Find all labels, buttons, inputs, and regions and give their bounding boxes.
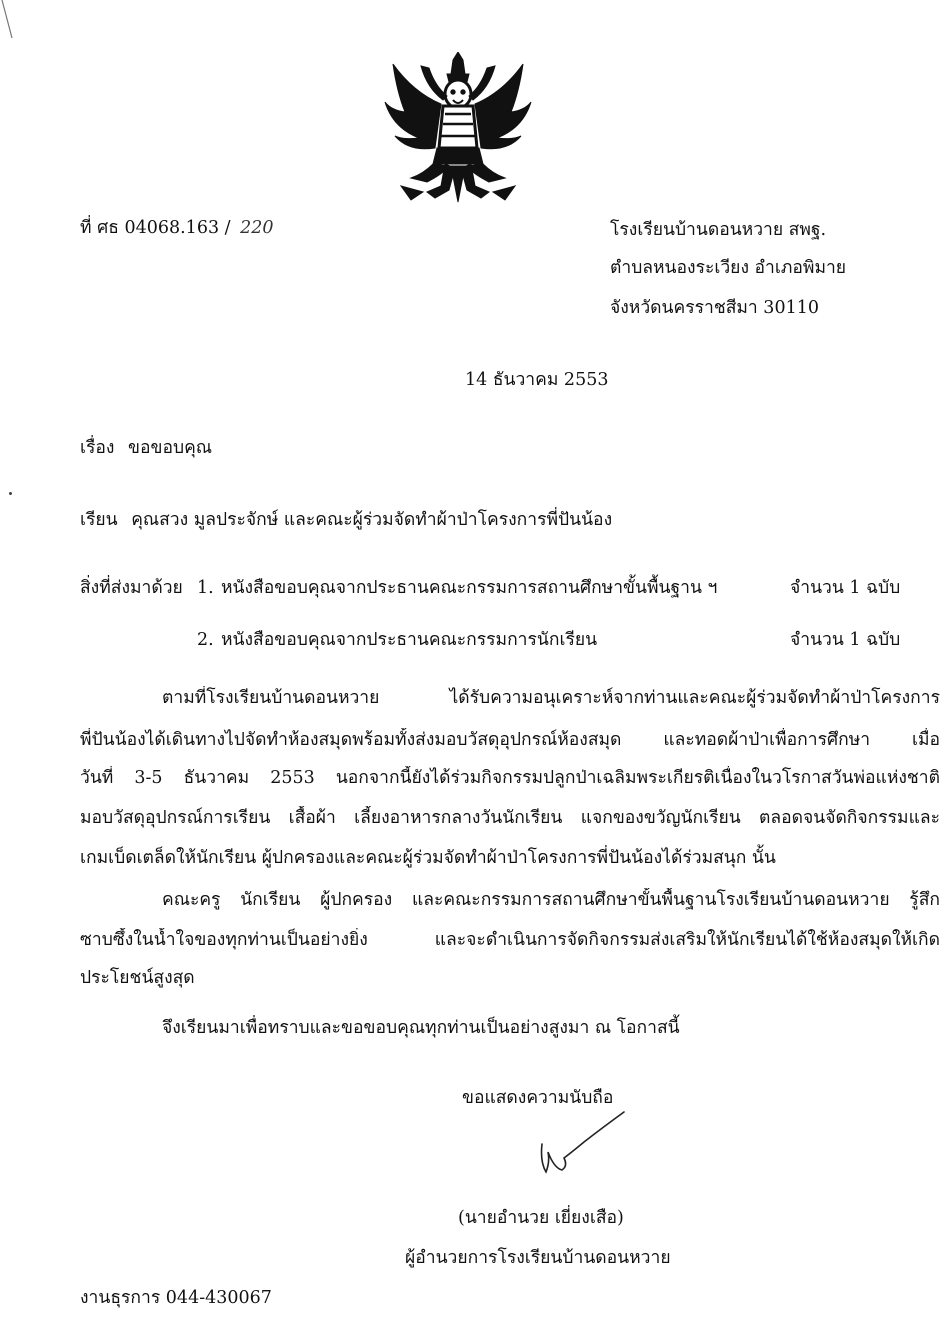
body-paragraph-2-line: ประโยชน์สูงสุด xyxy=(80,968,195,988)
school-address-line-3: จังหวัดนครราชสีมา 30110 xyxy=(610,298,819,318)
enclosure-item-number: 2. xyxy=(197,630,214,650)
body-paragraph-1-line: มอบวัสดุอุปกรณ์การเรียน เสื้อผ้า เลี้ยงอาหารกลางวันนักเรียน แจกของขวัญนักเรียน ตลอดจนจัดกิจกรรมและ xyxy=(80,808,940,828)
enclosure-item-number: 1. xyxy=(197,578,214,598)
scan-speck xyxy=(9,492,12,495)
body-paragraph-1-line: ตามที่โรงเรียนบ้านดอนหวาย ได้รับความอนุเคราะห์จากท่านและคณะผู้ร่วมจัดทำผ้าป่าโครงการ xyxy=(162,688,940,708)
garuda-emblem-icon xyxy=(383,52,533,207)
subject-label: เรื่อง xyxy=(80,438,115,458)
reference-label: ที่ ศธ 04068.163 / xyxy=(80,218,231,238)
body-paragraph-1-line: เกมเบ็ดเตล็ดให้นักเรียน ผู้ปกครองและคณะผู้ร่วมจัดทำผ้าป่าโครงการพี่ปันน้องได้ร่วมสนุก นั้น xyxy=(80,848,776,868)
subject-text: ขอขอบคุณ xyxy=(128,438,213,458)
body-paragraph-1-line: วันที่ 3-5 ธันวาคม 2553 นอกจากนี้ยังได้ร่วมกิจกรรมปลูกป่าเฉลิมพระเกียรติเนื่องในวโรกาสวันพ่อแห่งชาติ xyxy=(80,768,940,788)
footer-contact: งานธุรการ 044-430067 xyxy=(80,1288,272,1308)
enclosure-item-text: หนังสือขอบคุณจากประธานคณะกรรมการสถานศึกษาขั้นพื้นฐาน ฯ xyxy=(221,578,718,598)
enclosure-item-quantity: จำนวน 1 ฉบับ xyxy=(790,630,901,650)
reference-number xyxy=(80,216,274,240)
closing-salutation: ขอแสดงความนับถือ xyxy=(462,1088,614,1108)
body-paragraph-3: จึงเรียนมาเพื่อทราบและขอขอบคุณทุกท่านเป็นอย่างสูงมา ณ โอกาสนี้ xyxy=(162,1018,680,1038)
body-paragraph-2-line: ซาบซึ้งในน้ำใจของทุกท่านเป็นอย่างยิ่ง และจะดำเนินการจัดกิจกรรมส่งเสริมให้นักเรียนได้ใช้ห้องสมุดให้เกิด xyxy=(80,930,940,950)
reference-number-handwritten: 220 xyxy=(240,218,274,238)
subject-line xyxy=(80,436,212,460)
recipient-line xyxy=(80,508,612,532)
handwritten-signature xyxy=(528,1108,638,1178)
school-address-line-2: ตำบลหนองระเวียง อำเภอพิมาย xyxy=(610,258,847,278)
recipient-label: เรียน xyxy=(80,510,118,530)
scan-edge-mark xyxy=(0,0,30,60)
signer-title: ผู้อำนวยการโรงเรียนบ้านดอนหวาย xyxy=(405,1248,671,1268)
enclosure-item-quantity: จำนวน 1 ฉบับ xyxy=(790,578,901,598)
enclosures-label: สิ่งที่ส่งมาด้วย xyxy=(80,578,183,598)
body-paragraph-2-line: คณะครู นักเรียน ผู้ปกครอง และคณะกรรมการสถานศึกษาขั้นพื้นฐานโรงเรียนบ้านดอนหวาย รู้สึก xyxy=(162,890,940,910)
letter-date: 14 ธันวาคม 2553 xyxy=(465,370,609,390)
body-paragraph-1-line: พี่ปันน้องได้เดินทางไปจัดทำห้องสมุดพร้อมทั้งส่งมอบวัสดุอุปกรณ์ห้องสมุด และทอดผ้าป่าเพื่อการศึกษา เมื่อ xyxy=(80,730,940,750)
signer-name: (นายอำนวย เยี่ยงเสือ) xyxy=(458,1208,624,1228)
recipient-text: คุณสวง มูลประจักษ์ และคณะผู้ร่วมจัดทำผ้าป่าโครงการพี่ปันน้อง xyxy=(131,510,613,530)
enclosure-item-text: หนังสือขอบคุณจากประธานคณะกรรมการนักเรียน xyxy=(221,630,598,650)
school-address-line-1: โรงเรียนบ้านดอนหวาย สพฐ. xyxy=(610,220,827,240)
